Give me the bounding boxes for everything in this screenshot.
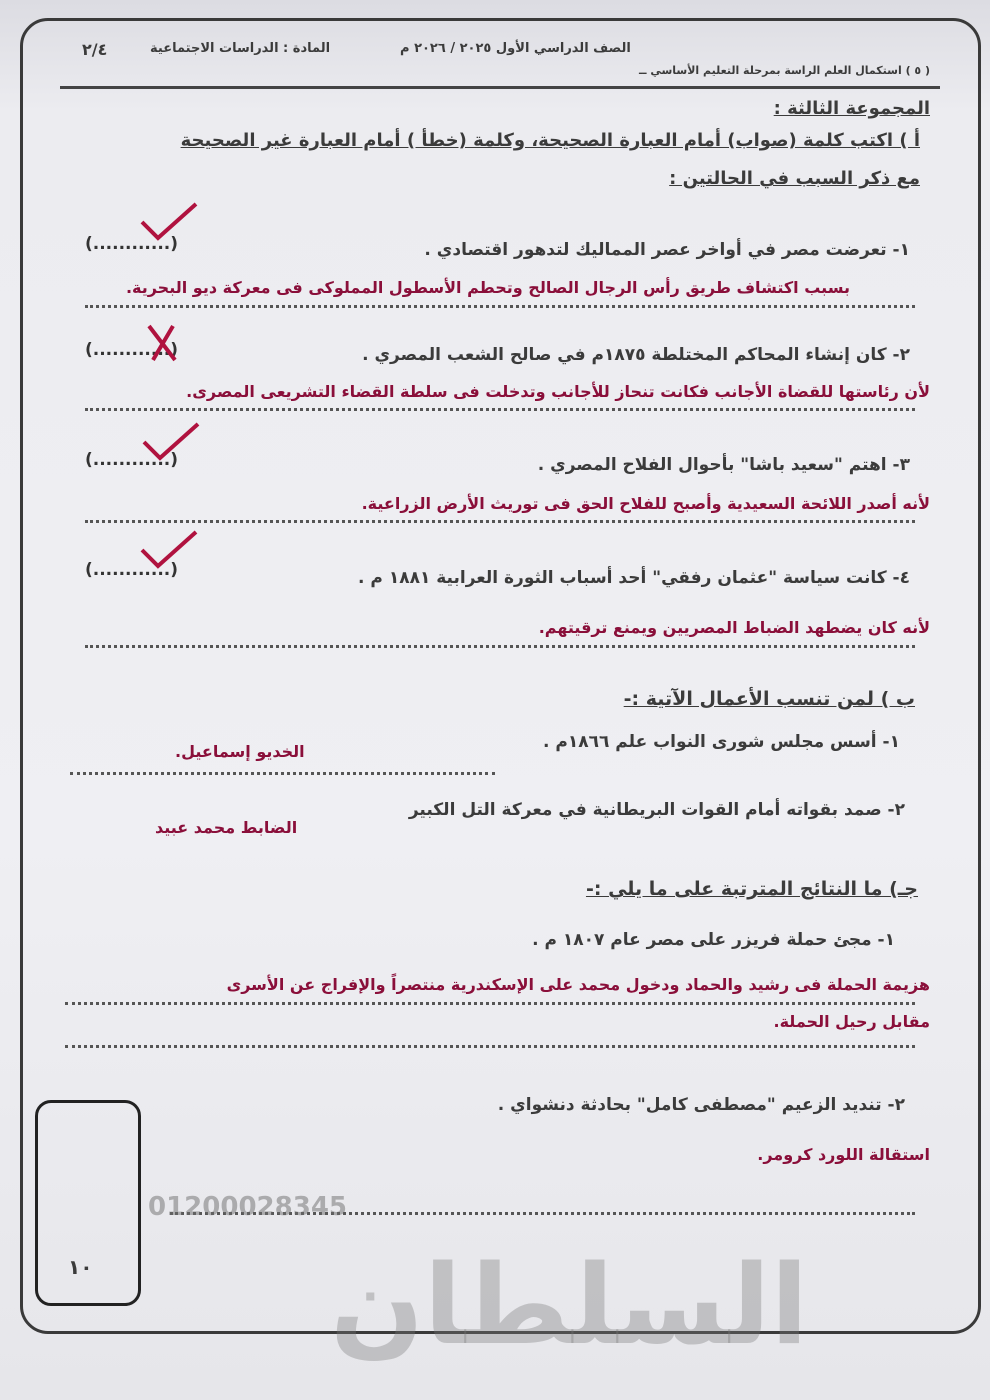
term-label: الصف الدراسي الأول ٢٠٢٥ / ٢٠٢٦ م [400,41,631,56]
section-a-instruction: أ ) اكتب كلمة (صواب) أمام العبارة الصحيحة، وكلمة (خطأ ) أمام العبارة غير الصحيحة [180,130,920,151]
section-b-answer-1: الخديو إسماعيل. [175,742,305,761]
section-b-title: ب ) لمن تنسب الأعمال الآتية :- [623,688,915,710]
answer-blank-1[interactable]: (............) [85,234,179,254]
page-number: ١٠ [68,1255,93,1279]
section-c-question-2: ٢- تنديد الزعيم "مصطفى كامل" بحادثة دنشواي . [497,1095,905,1115]
section-b-answer-2: الضابط محمد عبيد [155,818,298,837]
watermark-phone: 01200028345 [148,1192,347,1222]
answer-blank-3[interactable]: (............) [85,450,179,470]
answer-line [85,645,915,648]
section-b-question-2: ٢- صمد بقواته أمام القوات البريطانية في معركة التل الكبير [408,800,905,820]
question-3: ٣- اهتم "سعيد باشا" بأحوال الفلاح المصري . [537,455,910,475]
section-c-answer-1-line-1: هزيمة الحملة فى رشيد والحماد ودخول محمد على الإسكندرية منتصراً والإفراج عن الأسرى [226,975,930,994]
answer-line [70,772,495,775]
answer-3: لأنه أصدر اللائحة السعيدية وأصبح للفلاح الحق فى توريث الأرض الزراعية. [361,494,930,513]
group-title: المجموعة الثالثة : [773,98,930,119]
cross-mark-icon [145,322,179,364]
question-2: ٢- كان إنشاء المحاكم المختلطة ١٨٧٥م في صالح الشعب المصري . [362,345,910,365]
page-indicator: ٢/٤ [82,40,108,59]
section-c-answer-2: استقالة اللورد كرومر. [757,1145,930,1164]
section-a-sub: مع ذكر السبب في الحالتين : [669,168,920,189]
check-mark-icon [138,528,200,570]
question-4: ٤- كانت سياسة "عثمان رفقي" أحد أسباب الثورة العرابية ١٨٨١ م . [358,568,910,588]
watermark-text: السلطان [330,1241,809,1369]
question-1: ١- تعرضت مصر في أواخر عصر المماليك لتدهور اقتصادي . [424,240,910,260]
section-c-question-1: ١- مجئ حملة فريزر على مصر عام ١٨٠٧ م . [532,930,895,950]
answer-line [85,408,915,411]
answer-line [65,1002,915,1005]
answer-1-line-1: بسبب اكتشاف طريق رأس الرجال الصالح وتحطم الأسطول المملوكى فى معركة ديو البحرية. [125,278,850,297]
answer-line [85,305,915,308]
answer-4: لأنه كان يضطهد الضباط المصريين ويمنع ترقيتهم. [538,618,930,637]
check-mark-icon [138,200,200,242]
check-mark-icon [140,420,202,462]
subject-label: المادة : الدراسات الاجتماعية [150,41,331,56]
answer-line [65,1045,915,1048]
answer-2: لأن رئاستها للقضاة الأجانب فكانت تنحاز للأجانب وتدخلت فى سلطة القضاء التشريعى المصرى. [186,382,930,401]
section-c-title: جـ) ما النتائج المترتبة على ما يلي :- [585,878,918,900]
section-c-answer-1-line-2: مقابل رحيل الحملة. [773,1012,930,1031]
header-divider [60,86,940,89]
answer-line [85,520,915,523]
stage-label: ( ٥ ) استكمال العلم الراسة بمرحلة التعليم الأساسي ــ [638,64,930,77]
answer-blank-4[interactable]: (............) [85,560,179,580]
answer-blank-2[interactable]: (............) [85,340,179,360]
section-b-question-1: ١- أسس مجلس شورى النواب علم ١٨٦٦م . [543,732,900,752]
